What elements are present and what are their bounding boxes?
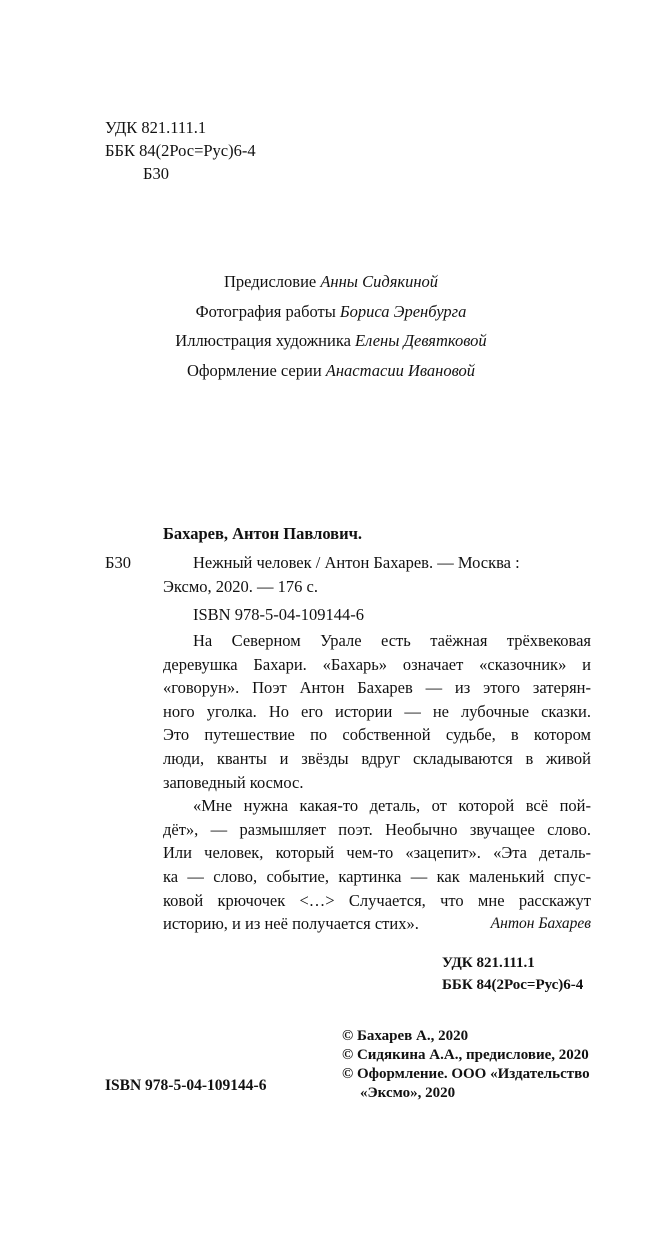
annotation-line: На Северном Урале есть таёжная трёхвековая: [193, 631, 591, 650]
udk-code-top: УДК 821.111.1: [105, 118, 207, 137]
catalog-title-line1: Нежный человек / Антон Бахарев. — Москва :: [193, 553, 520, 572]
annotation-line: люди, кванты и звёзды вдруг складываются в живой: [163, 748, 591, 768]
credit-role: Фотография работы: [195, 301, 336, 321]
annotation-line: «говорун». Поэт Антон Бахарев — из этого затерян-: [163, 678, 591, 698]
catalog-mark: Б30: [105, 553, 131, 572]
credit-name: Бориса Эренбурга: [339, 301, 467, 321]
annotation: [163, 629, 591, 936]
catalog-title-line2: Эксмо, 2020. — 176 с.: [163, 577, 318, 596]
catalog-author: Бахарев, Антон Павлович.: [163, 524, 363, 543]
credit-role: Предисловие: [223, 272, 317, 291]
copyright-line: «Эксмо», 2020: [360, 1085, 456, 1101]
copyright-line: © Оформление. ООО «Издательство: [342, 1066, 590, 1082]
bbk-code-top: ББК 84(2Рос=Рус)6-4: [105, 141, 256, 160]
annotation-line: ковой крючочек <…> Случается, что мне расскажут: [163, 890, 591, 910]
bbk-code-bottom: ББК 84(2Рос=Рус)6-4: [442, 977, 584, 993]
annotation-paragraph-1: [163, 629, 591, 794]
copyright-block: [342, 1027, 590, 1103]
annotation-line: деревушка Бахари. «Бахарь» означает «сказочник» и: [163, 654, 591, 674]
copyright-line: © Сидякина А.А., предисловие, 2020: [342, 1047, 589, 1063]
bottom-codes: [442, 952, 583, 996]
annotation-signature: Антон Бахарев: [490, 915, 591, 932]
credit-role: Оформление серии: [186, 360, 322, 380]
credit-name: Анастасии Ивановой: [325, 360, 476, 380]
annotation-line: дёт», — размышляет поэт. Необычно звучащее слово.: [163, 819, 591, 839]
credit-line: [0, 326, 662, 356]
credit-line: [0, 356, 662, 386]
credit-line: [0, 297, 662, 327]
annotation-line: заповедный космос.: [163, 772, 304, 792]
annotation-line: Или человек, который чем-то «зацепит». «Эта деталь-: [163, 843, 591, 863]
credit-line: [0, 267, 662, 297]
credit-name: Анны Сидякиной: [320, 272, 439, 291]
credit-role: Иллюстрация художника: [175, 331, 351, 350]
author-mark-top: Б30: [143, 164, 169, 183]
catalog-isbn: ISBN 978-5-04-109144-6: [193, 605, 364, 624]
annotation-line: Это путешествие по собственной судьбе, в котором: [163, 725, 591, 745]
copyright-line: © Бахарев А., 2020: [342, 1028, 469, 1044]
annotation-line: ка — слово, событие, картинка — как маленький спус-: [163, 866, 591, 886]
annotation-line: историю, и из неё получается стих».: [163, 914, 419, 934]
isbn-bottom: ISBN 978-5-04-109144-6: [105, 1077, 267, 1094]
udk-code-bottom: УДК 821.111.1: [442, 955, 535, 971]
annotation-line: «Мне нужна какая-то деталь, от которой всё пой-: [193, 796, 591, 816]
credits-block: [0, 267, 662, 385]
credit-name: Елены Девятковой: [355, 331, 487, 350]
annotation-line: ного уголка. Но его истории — не лубочные сказки.: [163, 701, 591, 721]
